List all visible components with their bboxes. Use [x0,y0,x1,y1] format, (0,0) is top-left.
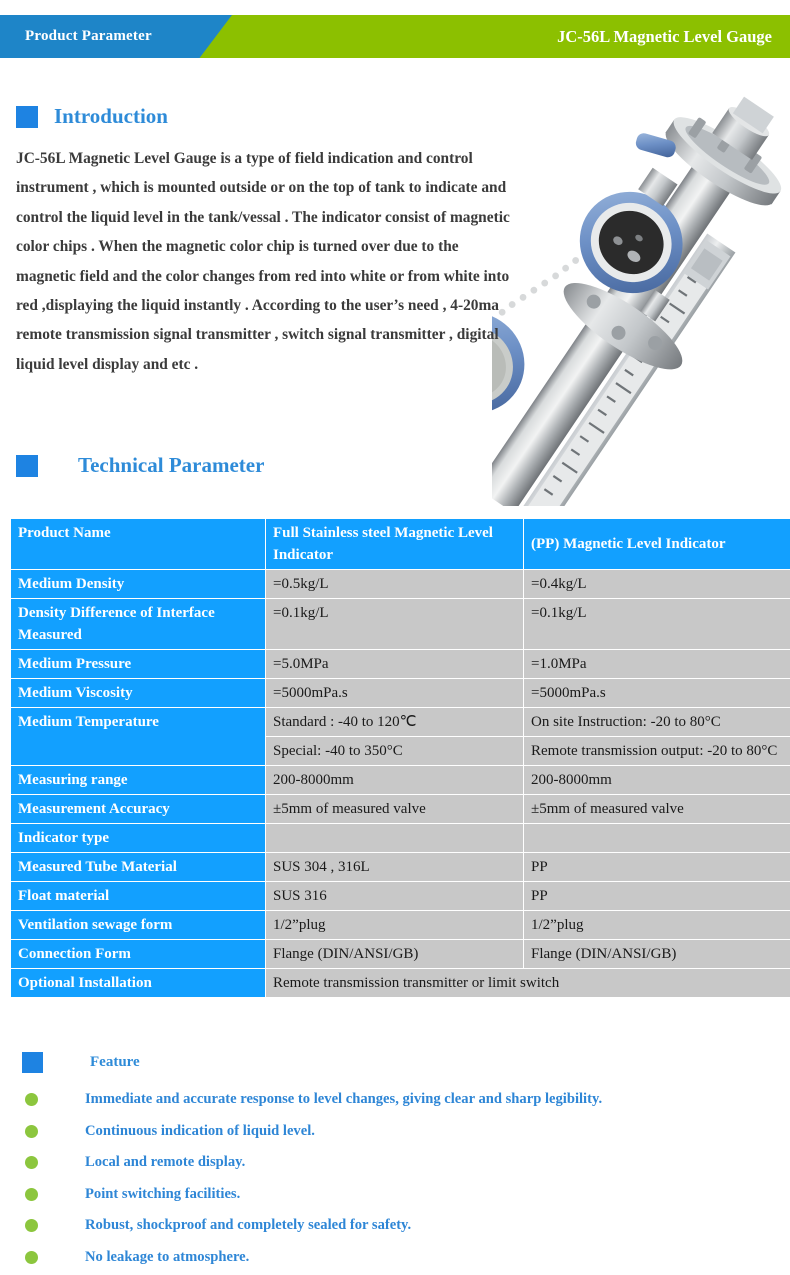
row-value-b: =0.4kg/L [524,570,790,599]
page-header-bar [0,15,790,58]
table-header-row [11,519,790,570]
table-row [11,766,790,795]
feature-section-heading [22,1052,140,1073]
row-label: Indicator type [11,824,266,853]
table-row [11,679,790,708]
row-value-a: 1/2”plug [266,911,524,940]
table-row [11,940,790,969]
row-value-b: =1.0MPa [524,650,790,679]
row-value-b: PP [524,853,790,882]
row-value-a: ±5mm of measured valve [266,795,524,824]
table-row [11,969,790,998]
row-value-b: On site Instruction: -20 to 80°C [524,708,790,737]
list-item [22,1084,782,1116]
list-item [22,1242,782,1274]
introduction-section-heading [16,104,168,129]
row-value-a: Special: -40 to 350°C [266,737,524,766]
bullet-icon [25,1251,38,1264]
table-row [11,570,790,599]
row-label: Optional Installation [11,969,266,998]
column-header-pp: (PP) Magnetic Level Indicator [524,519,790,570]
table-row [11,911,790,940]
row-label: Float material [11,882,266,911]
technical-parameter-table [10,518,790,998]
feature-title: Feature [90,1054,140,1070]
table-row [11,853,790,882]
introduction-title: Introduction [54,104,168,128]
row-value-a: SUS 304 , 316L [266,853,524,882]
table-row [11,650,790,679]
row-value-b: Remote transmission output: -20 to 80°C [524,737,790,766]
bullet-icon [25,1093,38,1106]
feature-item-label: Point switching facilities. [85,1185,241,1202]
row-value-b: PP [524,882,790,911]
row-value-a [266,824,524,853]
bullet-icon [25,1156,38,1169]
row-label: Measuring range [11,766,266,795]
row-value-a: =0.1kg/L [266,599,524,650]
list-item [22,1210,782,1242]
feature-item-label: No leakage to atmosphere. [85,1248,250,1265]
row-label: Medium Temperature [11,708,266,766]
row-value-a: 200-8000mm [266,766,524,795]
table-row [11,824,790,853]
feature-item-label: Robust, shockproof and completely sealed for safety. [85,1217,412,1234]
row-value-b: 1/2”plug [524,911,790,940]
header-left-title: Product Parameter [25,28,152,44]
row-value-a: =5.0MPa [266,650,524,679]
bullet-icon [25,1188,38,1201]
blue-square-icon [22,1052,43,1073]
row-value-b: 200-8000mm [524,766,790,795]
blue-square-icon [16,106,38,128]
list-item [22,1147,782,1179]
row-value-a: Flange (DIN/ANSI/GB) [266,940,524,969]
row-value-b [524,824,790,853]
blue-square-icon [16,455,38,477]
bullet-icon [25,1219,38,1232]
column-header-product-name: Product Name [11,519,266,570]
column-header-stainless: Full Stainless steel Magnetic Level Indicator [266,519,524,570]
feature-item-label: Continuous indication of liquid level. [85,1122,315,1139]
bullet-icon [25,1125,38,1138]
row-value-b: ±5mm of measured valve [524,795,790,824]
table-row [11,795,790,824]
row-value-a: =0.5kg/L [266,570,524,599]
row-value-b: =0.1kg/L [524,599,790,650]
magnetic-level-gauge-illustration [492,88,790,506]
row-label: Density Difference of Interface Measured [11,599,266,650]
row-value-a: SUS 316 [266,882,524,911]
row-label: Medium Density [11,570,266,599]
row-value-span: Remote transmission transmitter or limit switch [266,969,790,998]
row-label: Connection Form [11,940,266,969]
introduction-paragraph: JC-56L Magnetic Level Gauge is a type of field indication and control instrument , which is mounted outside or on the top of tank to indicate and control the liquid level in the tank/vessal . The indicator consist of magnetic color chips . When the magnetic color chip is turned over due to the magnetic field and the color changes from red into white or from white into red ,displaying the liquid instantly . According to the user’s need , 4-20ma remote transmission signal transmitter , switch signal transmitter , digital liquid level display and etc . [16,150,510,373]
feature-list [22,1084,782,1273]
row-value-b: =5000mPa.s [524,679,790,708]
table-row [11,599,790,650]
row-value-a: Standard : -40 to 120℃ [266,708,524,737]
table-row [11,882,790,911]
technical-parameter-section-heading [16,453,264,478]
row-label: Medium Viscosity [11,679,266,708]
table-row [11,708,790,737]
feature-item-label: Immediate and accurate response to level changes, giving clear and sharp legibility. [85,1091,603,1108]
product-photo [492,88,790,506]
row-label: Medium Pressure [11,650,266,679]
row-value-a: =5000mPa.s [266,679,524,708]
header-right-title: JC-56L Magnetic Level Gauge [557,27,772,46]
feature-item-label: Local and remote display. [85,1154,246,1171]
technical-parameter-title: Technical Parameter [78,453,265,477]
list-item [22,1116,782,1148]
list-item [22,1179,782,1211]
row-label: Measured Tube Material [11,853,266,882]
row-label: Measurement Accuracy [11,795,266,824]
row-value-b: Flange (DIN/ANSI/GB) [524,940,790,969]
row-label: Ventilation sewage form [11,911,266,940]
